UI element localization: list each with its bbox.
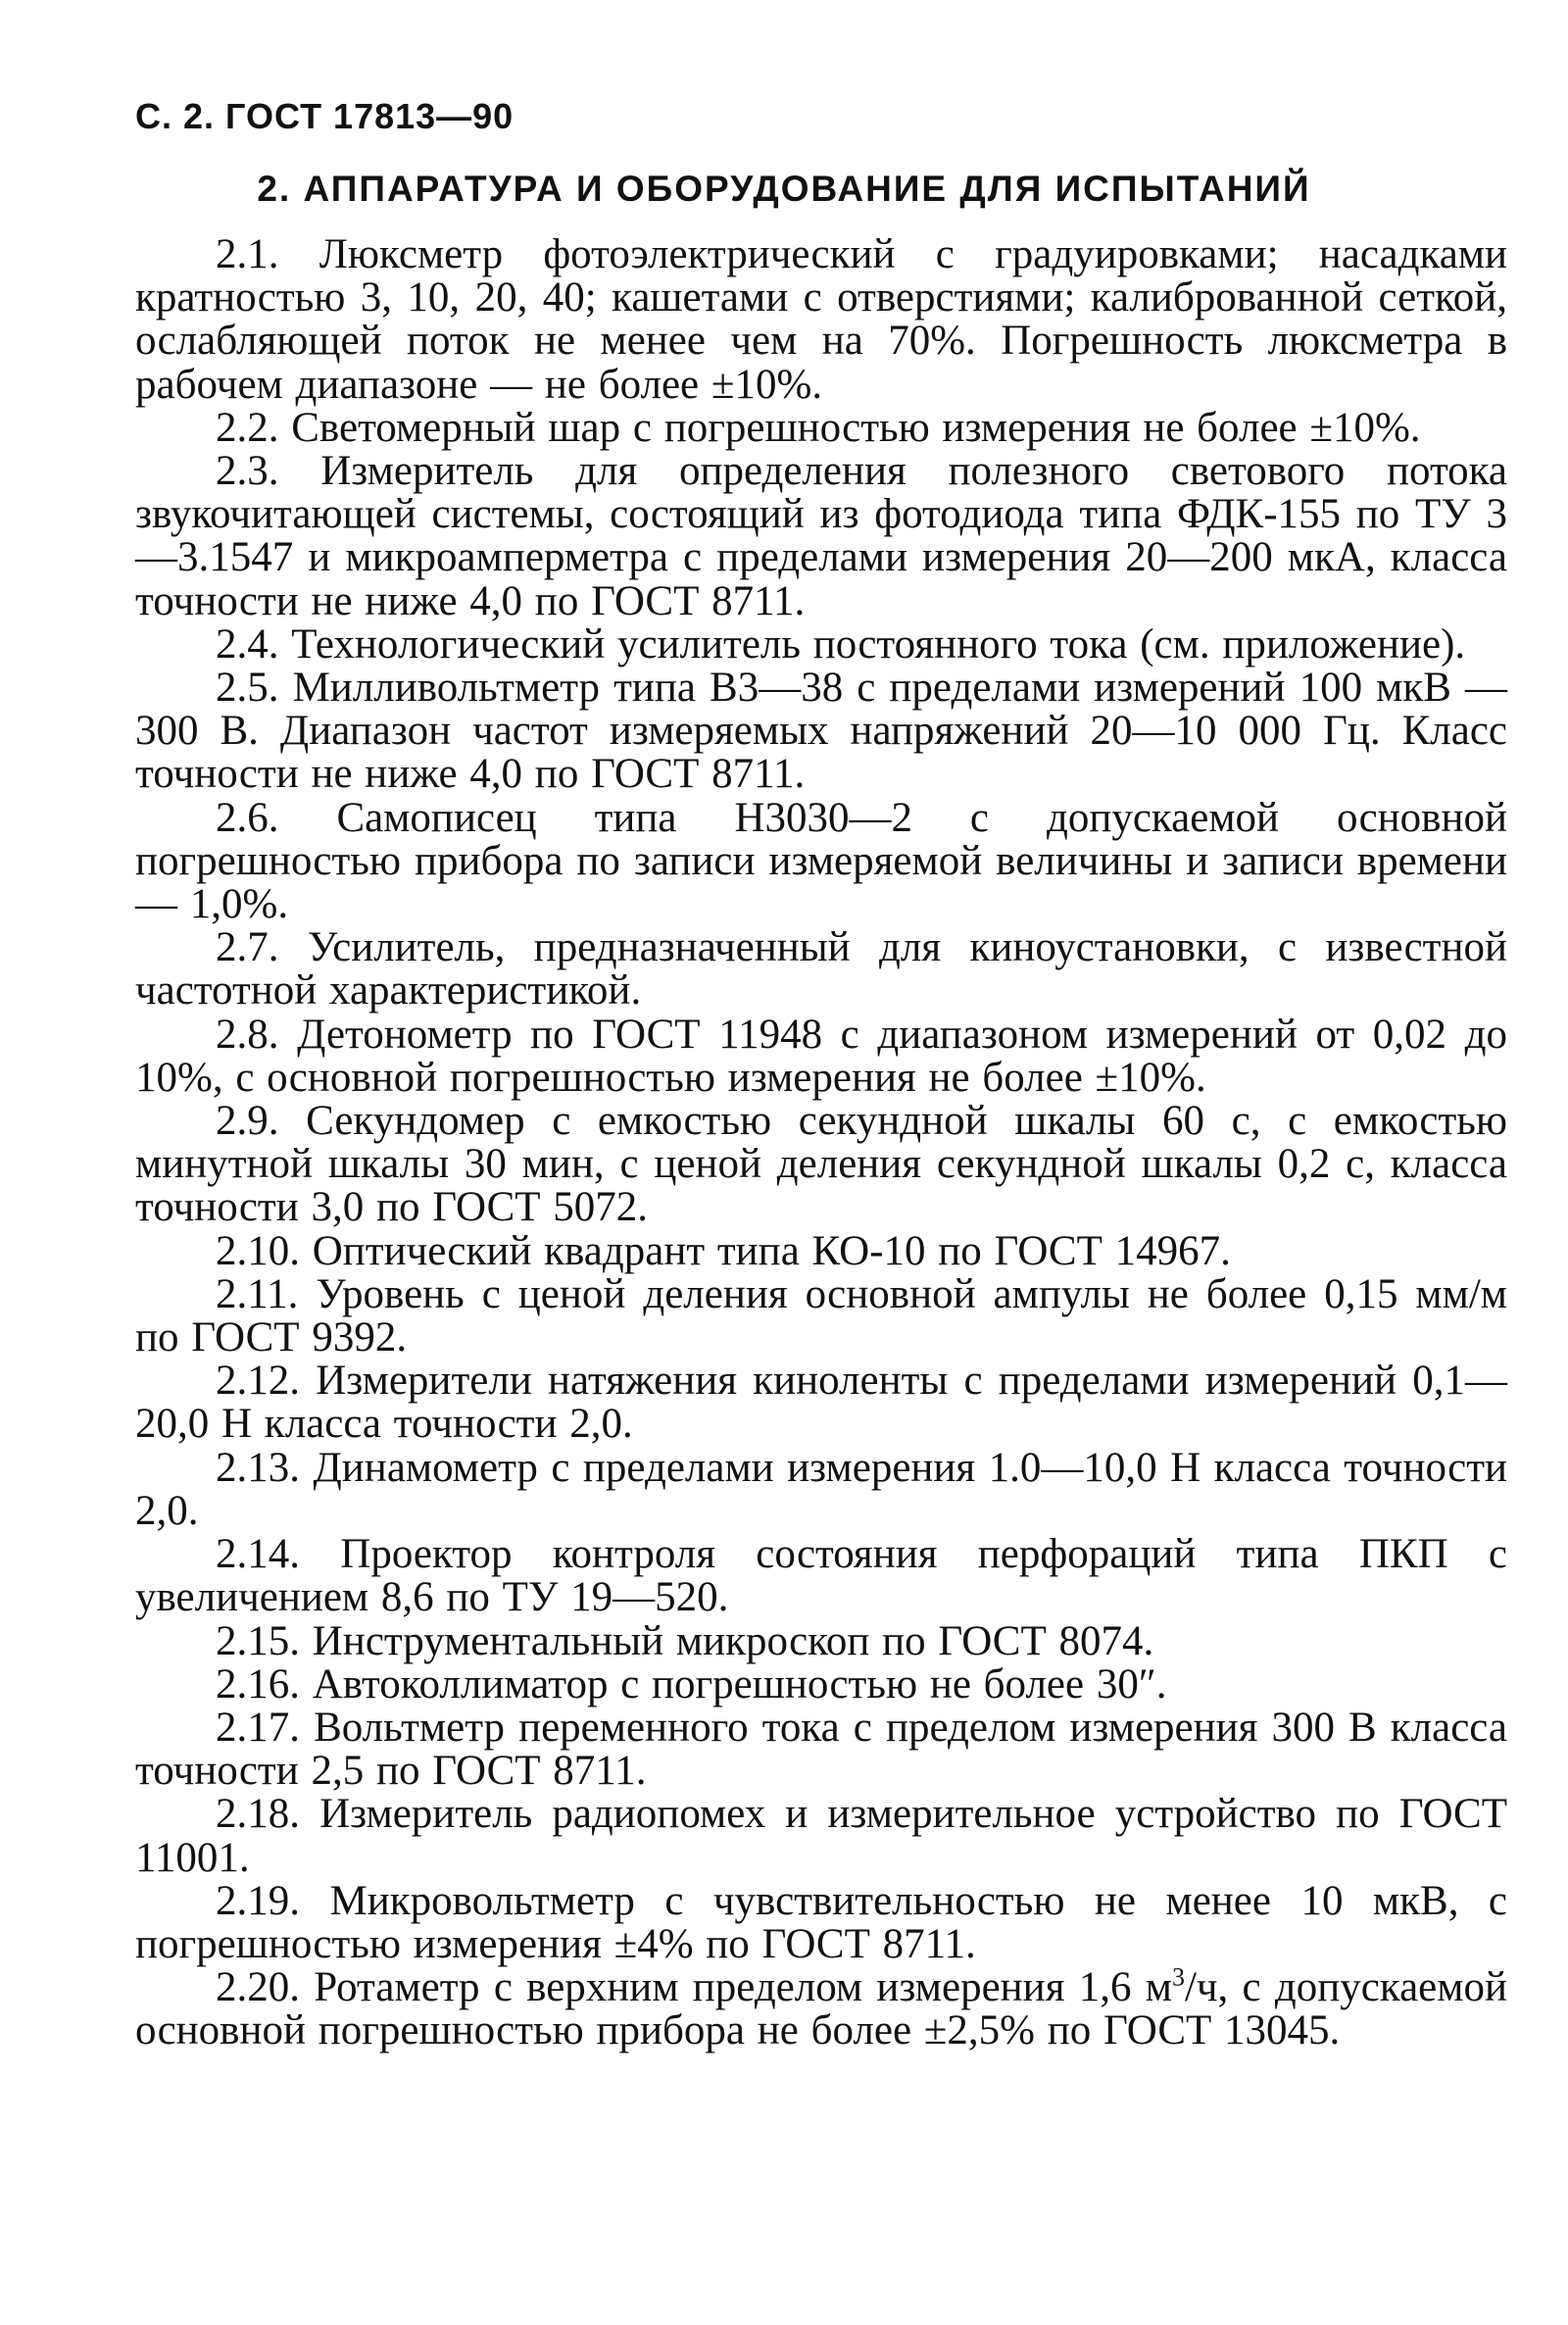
item-2-11 xyxy=(135,1270,1507,1361)
item-2-19 xyxy=(135,1877,1508,1967)
item-text: Измеритель для определения полезного светового потока звукочитающей системы, состоящий из фотодиода типа ФДК-155 по ТУ 3—3.1547 и микроамперметра с пределами измерения 20—200 мкА, класса точности не ниже 4,0 по ГОСТ 8711. xyxy=(135,448,1508,624)
item-2-15 xyxy=(135,1617,1507,1664)
item-2-17 xyxy=(135,1704,1507,1795)
item-number: 2.1. xyxy=(216,231,279,277)
item-2-6 xyxy=(135,794,1508,928)
item-number: 2.19. xyxy=(216,1877,300,1924)
item-number: 2.12. xyxy=(216,1358,300,1405)
section-title: 2. АППАРАТУРА И ОБОРУДОВАНИЕ ДЛЯ ИСПЫТАНИЙ xyxy=(257,169,1311,209)
item-text-before: Ротаметр с верхним пределом измерения 1,6 м xyxy=(314,1964,1172,2011)
item-number: 2.5. xyxy=(216,665,279,712)
item-text: Автоколлиматор с погрешностью не более 30″. xyxy=(312,1660,1167,1707)
item-2-1 xyxy=(135,233,1507,407)
item-text: Оптический квадрант типа КО-10 по ГОСТ 14967. xyxy=(312,1227,1231,1274)
item-2-4 xyxy=(135,620,1507,668)
item-text: Проектор контроля состояния перфораций типа ПКП с увеличением 8,6 по ТУ 19—520. xyxy=(135,1531,1508,1621)
item-2-5 xyxy=(135,667,1507,797)
item-number: 2.4. xyxy=(216,620,279,668)
item-number: 2.2. xyxy=(216,404,279,451)
item-text: Динамометр с пределами измерения 1.0—10,0 Н класса точности 2,0. xyxy=(135,1444,1508,1534)
item-2-13 xyxy=(135,1444,1508,1534)
item-text: Измерители натяжения киноленты с пределами измерений 0,1—20,0 Н класса точности 2,0. xyxy=(135,1358,1507,1448)
item-text: Самописец типа Н3030—2 с допускаемой основной погрешностью прибора по записи измеряемой величины и записи времени — 1,0%. xyxy=(135,794,1508,928)
item-text: Измеритель радиопомех и измерительное устройство по ГОСТ 11001. xyxy=(135,1791,1508,1881)
item-number: 2.8. xyxy=(216,1011,279,1058)
item-text: Светомерный шар с погрешностью измерения не более ±10%. xyxy=(291,404,1421,451)
item-text: Микровольтметр с чувствительностью не менее 10 мкВ, с погрешностью измерения ±4% по ГОСТ 8711. xyxy=(135,1877,1508,1967)
item-number: 2.17. xyxy=(216,1704,300,1751)
item-2-20 xyxy=(135,1962,1507,2054)
item-2-10 xyxy=(135,1227,1507,1274)
item-2-12 xyxy=(135,1360,1507,1446)
superscript-cube: 3 xyxy=(1171,1962,1185,1992)
item-number: 2.9. xyxy=(216,1098,279,1145)
item-number: 2.7. xyxy=(216,924,279,971)
item-2-2 xyxy=(135,404,1507,451)
item-text: Милливольтметр типа В3—38 с пределами измерений 100 мкВ — 300 В. Диапазон частот измеряемых напряжений 20—10 000 Гц. Класс точности не ниже 4,0 по ГОСТ 8711. xyxy=(135,665,1507,798)
item-text: Усилитель, предназначенный для киноустановки, с известной частотной характеристикой. xyxy=(135,924,1507,1014)
item-text: Люксметр фотоэлектрический с градуировками; насадками кратностью 3, 10, 20, 40; кашетами с отверстиями; калиброванной сеткой, ослабляющей поток не менее чем на 70%. Погрешность люксметра в рабочем диапазоне — не более ±10%. xyxy=(135,231,1508,408)
item-2-9 xyxy=(135,1100,1507,1230)
item-2-8 xyxy=(135,1011,1507,1101)
item-number: 2.13. xyxy=(216,1444,300,1491)
page-header: С. 2. ГОСТ 17813—90 xyxy=(135,96,514,136)
item-2-7 xyxy=(135,926,1507,1013)
items-list xyxy=(135,233,1507,2053)
item-number: 2.15. xyxy=(216,1617,300,1664)
item-number: 2.11. xyxy=(216,1270,299,1317)
item-text: Вольтметр переменного тока с пределом измерения 300 В класса точности 2,5 по ГОСТ 8711. xyxy=(135,1704,1507,1795)
item-text: Секундомер с емкостью секундной шкалы 60 с, с емкостью минутной шкалы 30 мин, с ценой деления секундной шкалы 0,2 с, класса точности 3,0 по ГОСТ 5072. xyxy=(135,1098,1507,1231)
item-text: Уровень с ценой деления основной ампулы не более 0,15 мм/м по ГОСТ 9392. xyxy=(135,1270,1507,1361)
item-number: 2.20. xyxy=(216,1964,300,2011)
item-text-after: /ч, с допускаемой основной погрешностью прибора не более ±2,5% по ГОСТ 13045. xyxy=(135,1964,1507,2054)
item-text: Детонометр по ГОСТ 11948 с диапазоном измерений от 0,02 до 10%, с основной погрешностью измерения не более ±10%. xyxy=(135,1011,1507,1101)
item-number: 2.16. xyxy=(216,1660,300,1707)
item-number: 2.6. xyxy=(216,794,279,841)
item-text: Технологический усилитель постоянного тока (см. приложение). xyxy=(291,620,1466,668)
item-text: Инструментальный микроскоп по ГОСТ 8074. xyxy=(312,1617,1154,1664)
item-number: 2.3. xyxy=(216,448,279,495)
item-number: 2.18. xyxy=(216,1791,300,1838)
item-number: 2.14. xyxy=(216,1531,300,1578)
item-2-16 xyxy=(135,1660,1507,1707)
item-2-14 xyxy=(135,1533,1507,1619)
item-2-3 xyxy=(135,450,1507,623)
item-2-18 xyxy=(135,1793,1507,1879)
item-number: 2.10. xyxy=(216,1227,300,1274)
